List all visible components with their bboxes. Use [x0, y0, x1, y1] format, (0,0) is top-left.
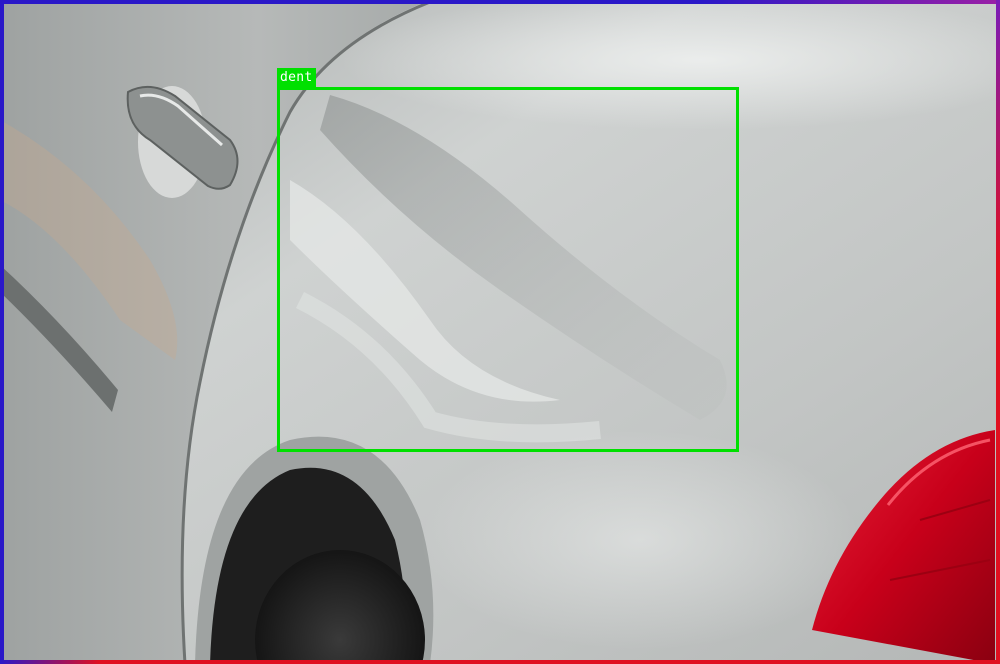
dent-bounding-box	[277, 87, 739, 452]
lower-reflection	[420, 430, 860, 650]
frame-top-edge	[0, 0, 1000, 4]
dent-label: dent	[277, 68, 316, 87]
frame-left-edge	[0, 0, 4, 664]
frame-bottom-edge	[0, 660, 1000, 664]
frame-right-edge	[996, 0, 1000, 664]
